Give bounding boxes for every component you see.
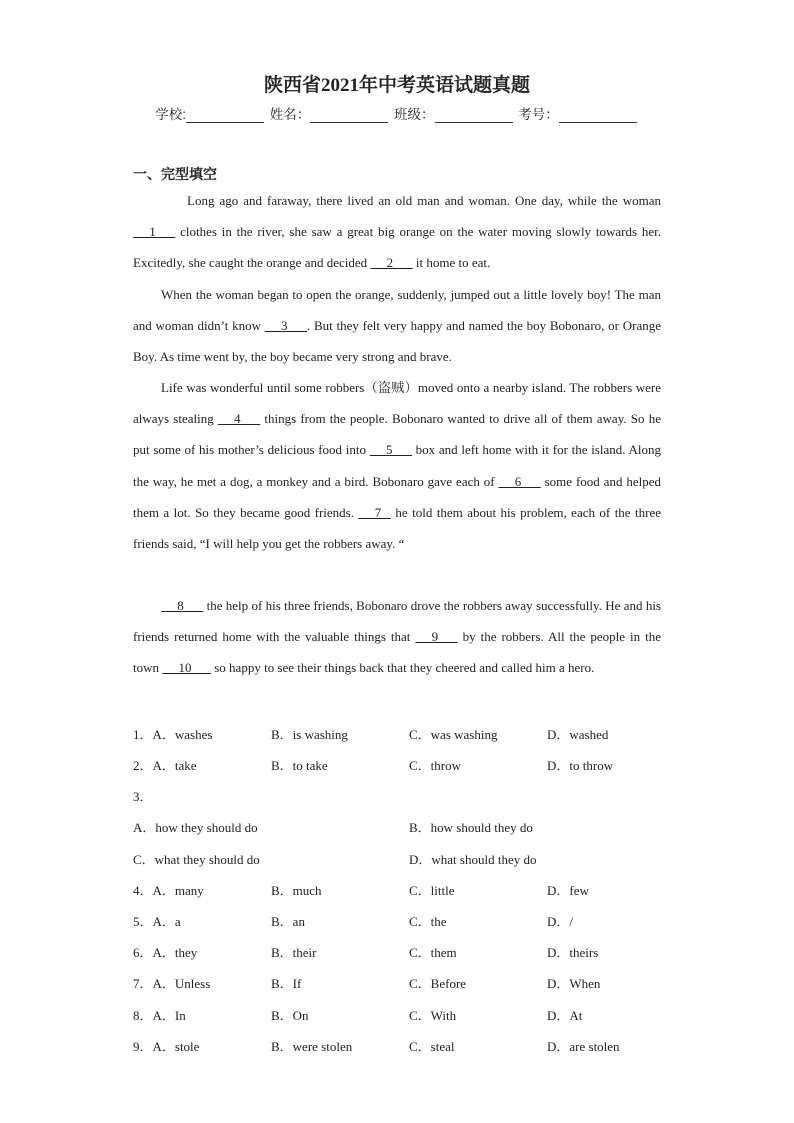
passage-text: . But they felt very happy and named the boy Bobonaro, or Orange Boy. As time went by, the boy became very strong and brave. — [133, 318, 661, 365]
question-3-options-cd — [133, 849, 673, 869]
option-a[interactable]: 1．A．washes — [133, 727, 213, 742]
option-c[interactable]: C．was washing — [409, 727, 498, 742]
question-2 — [133, 755, 673, 775]
blank-8: 8 — [161, 598, 204, 613]
option-b[interactable]: B．an — [271, 914, 305, 929]
option-d[interactable]: D．washed — [547, 727, 609, 742]
question-4 — [133, 880, 673, 900]
passage-text: Long ago and faraway, there lived an old man and woman. One day, while the woman — [187, 193, 661, 208]
option-b[interactable]: B．is washing — [271, 727, 348, 742]
option-d[interactable]: D．When — [547, 976, 601, 991]
option-b[interactable]: B．their — [271, 945, 317, 960]
option-b[interactable]: B．how should they do — [409, 820, 533, 835]
student-info-line — [0, 103, 794, 123]
passage-paragraph-2 — [133, 279, 661, 373]
option-d[interactable]: D．theirs — [547, 945, 599, 960]
question-7 — [133, 973, 673, 993]
option-c[interactable]: C．the — [409, 914, 447, 929]
option-b[interactable]: B．to take — [271, 758, 328, 773]
passage-paragraph-3 — [133, 372, 661, 559]
blank-9: 9 — [415, 629, 458, 645]
blank-6: 6 — [498, 473, 541, 489]
passage-text: the help of his three friends, Bobonaro drove the robbers away successfully. He and his friends returned home with the valuable things that — [133, 598, 661, 645]
class-field[interactable] — [435, 108, 513, 123]
option-c[interactable]: C．throw — [409, 758, 462, 773]
option-a[interactable]: 5．A．a — [133, 914, 181, 929]
exam-number-field[interactable] — [559, 108, 637, 123]
passage-text: things from the people. Bobonaro wanted to drive all of them away. So he put some of his mother’s delicious food into — [133, 411, 661, 458]
blank-1: 1 — [133, 224, 176, 240]
exam-number-label: 考号： — [518, 107, 559, 122]
option-c[interactable]: C．With — [409, 1008, 457, 1023]
passage-paragraph-1 — [133, 185, 661, 279]
option-a[interactable]: A．how they should do — [133, 820, 258, 835]
page-title: 陕西省2021年中考英语试题真题 — [263, 75, 530, 96]
option-d[interactable]: D．/ — [547, 914, 574, 929]
name-label: 姓名： — [269, 107, 311, 122]
passage-text: box and left home with it for the island. Along the way, he met a dog, a monkey and a bird. Bobonaro gave each of — [133, 442, 661, 489]
school-field[interactable] — [186, 108, 264, 123]
blank-4: 4 — [217, 411, 261, 427]
passage-text: Life was wonderful until some robbers（盗贼）moved onto a nearby island. The robbers were always stealing — [133, 380, 661, 427]
blank-5: 5 — [369, 442, 412, 458]
option-c[interactable]: C．Before — [409, 976, 467, 991]
option-a[interactable]: 6．A．they — [133, 945, 198, 960]
name-field[interactable] — [310, 108, 388, 123]
option-a[interactable]: 4．A．many — [133, 883, 204, 898]
blank-10: 10 — [162, 660, 211, 676]
option-a[interactable]: 7．A．Unless — [133, 976, 211, 991]
option-d[interactable]: D．what should they do — [409, 852, 537, 867]
option-a[interactable]: 8．A．In — [133, 1008, 186, 1023]
question-5 — [133, 911, 673, 931]
question-6 — [133, 942, 673, 962]
passage-text: some food and helped them a lot. So they became good friends. — [133, 473, 662, 520]
passage-text: it home to eat. — [412, 255, 491, 271]
option-b[interactable]: B．much — [271, 883, 322, 898]
option-d[interactable]: D．few — [547, 883, 589, 898]
blank-3: 3 — [264, 318, 307, 334]
option-d[interactable]: D．are stolen — [547, 1039, 620, 1054]
question-9 — [133, 1036, 673, 1056]
option-d[interactable]: D．to throw — [547, 758, 614, 773]
passage-text: so happy to see their things back that they cheered and called him a hero. — [211, 660, 595, 676]
question-number: 3． — [133, 789, 153, 804]
option-c[interactable]: C．what they should do — [133, 852, 260, 867]
passage-text: When the woman began to open the orange, suddenly, jumped out a little lovely boy! The man and woman didn’t know — [133, 287, 661, 334]
blank-7: 7 — [358, 504, 391, 520]
question-8 — [133, 1005, 673, 1025]
option-b[interactable]: B．were stolen — [271, 1039, 353, 1054]
blank-2: 2 — [370, 255, 413, 271]
school-label: 学校: — [155, 107, 186, 122]
option-a[interactable]: 2．A．take — [133, 758, 197, 773]
question-1 — [133, 724, 673, 744]
option-c[interactable]: C．steal — [409, 1039, 455, 1054]
passage-text: by the robbers. All the people in the town — [133, 629, 661, 676]
question-3 — [133, 786, 673, 806]
option-c[interactable]: C．them — [409, 945, 457, 960]
passage-text: clothes in the river, she saw a great big orange on the water moving slowly towards her. Excitedly, she caught the orange and decided — [133, 224, 661, 271]
option-c[interactable]: C．little — [409, 883, 455, 898]
option-b[interactable]: B．On — [271, 1008, 309, 1023]
option-a[interactable]: 9．A．stole — [133, 1039, 200, 1054]
section-title: 一、完型填空 — [133, 166, 217, 182]
question-3-options-ab — [133, 817, 673, 837]
class-label: 班级： — [394, 107, 435, 122]
option-b[interactable]: B．If — [271, 976, 302, 991]
option-d[interactable]: D．At — [547, 1008, 583, 1023]
passage-paragraph-4 — [133, 590, 661, 684]
passage-text: he told them about his problem, each of the three friends said, “I will help you get the robbers away. “ — [133, 504, 662, 552]
